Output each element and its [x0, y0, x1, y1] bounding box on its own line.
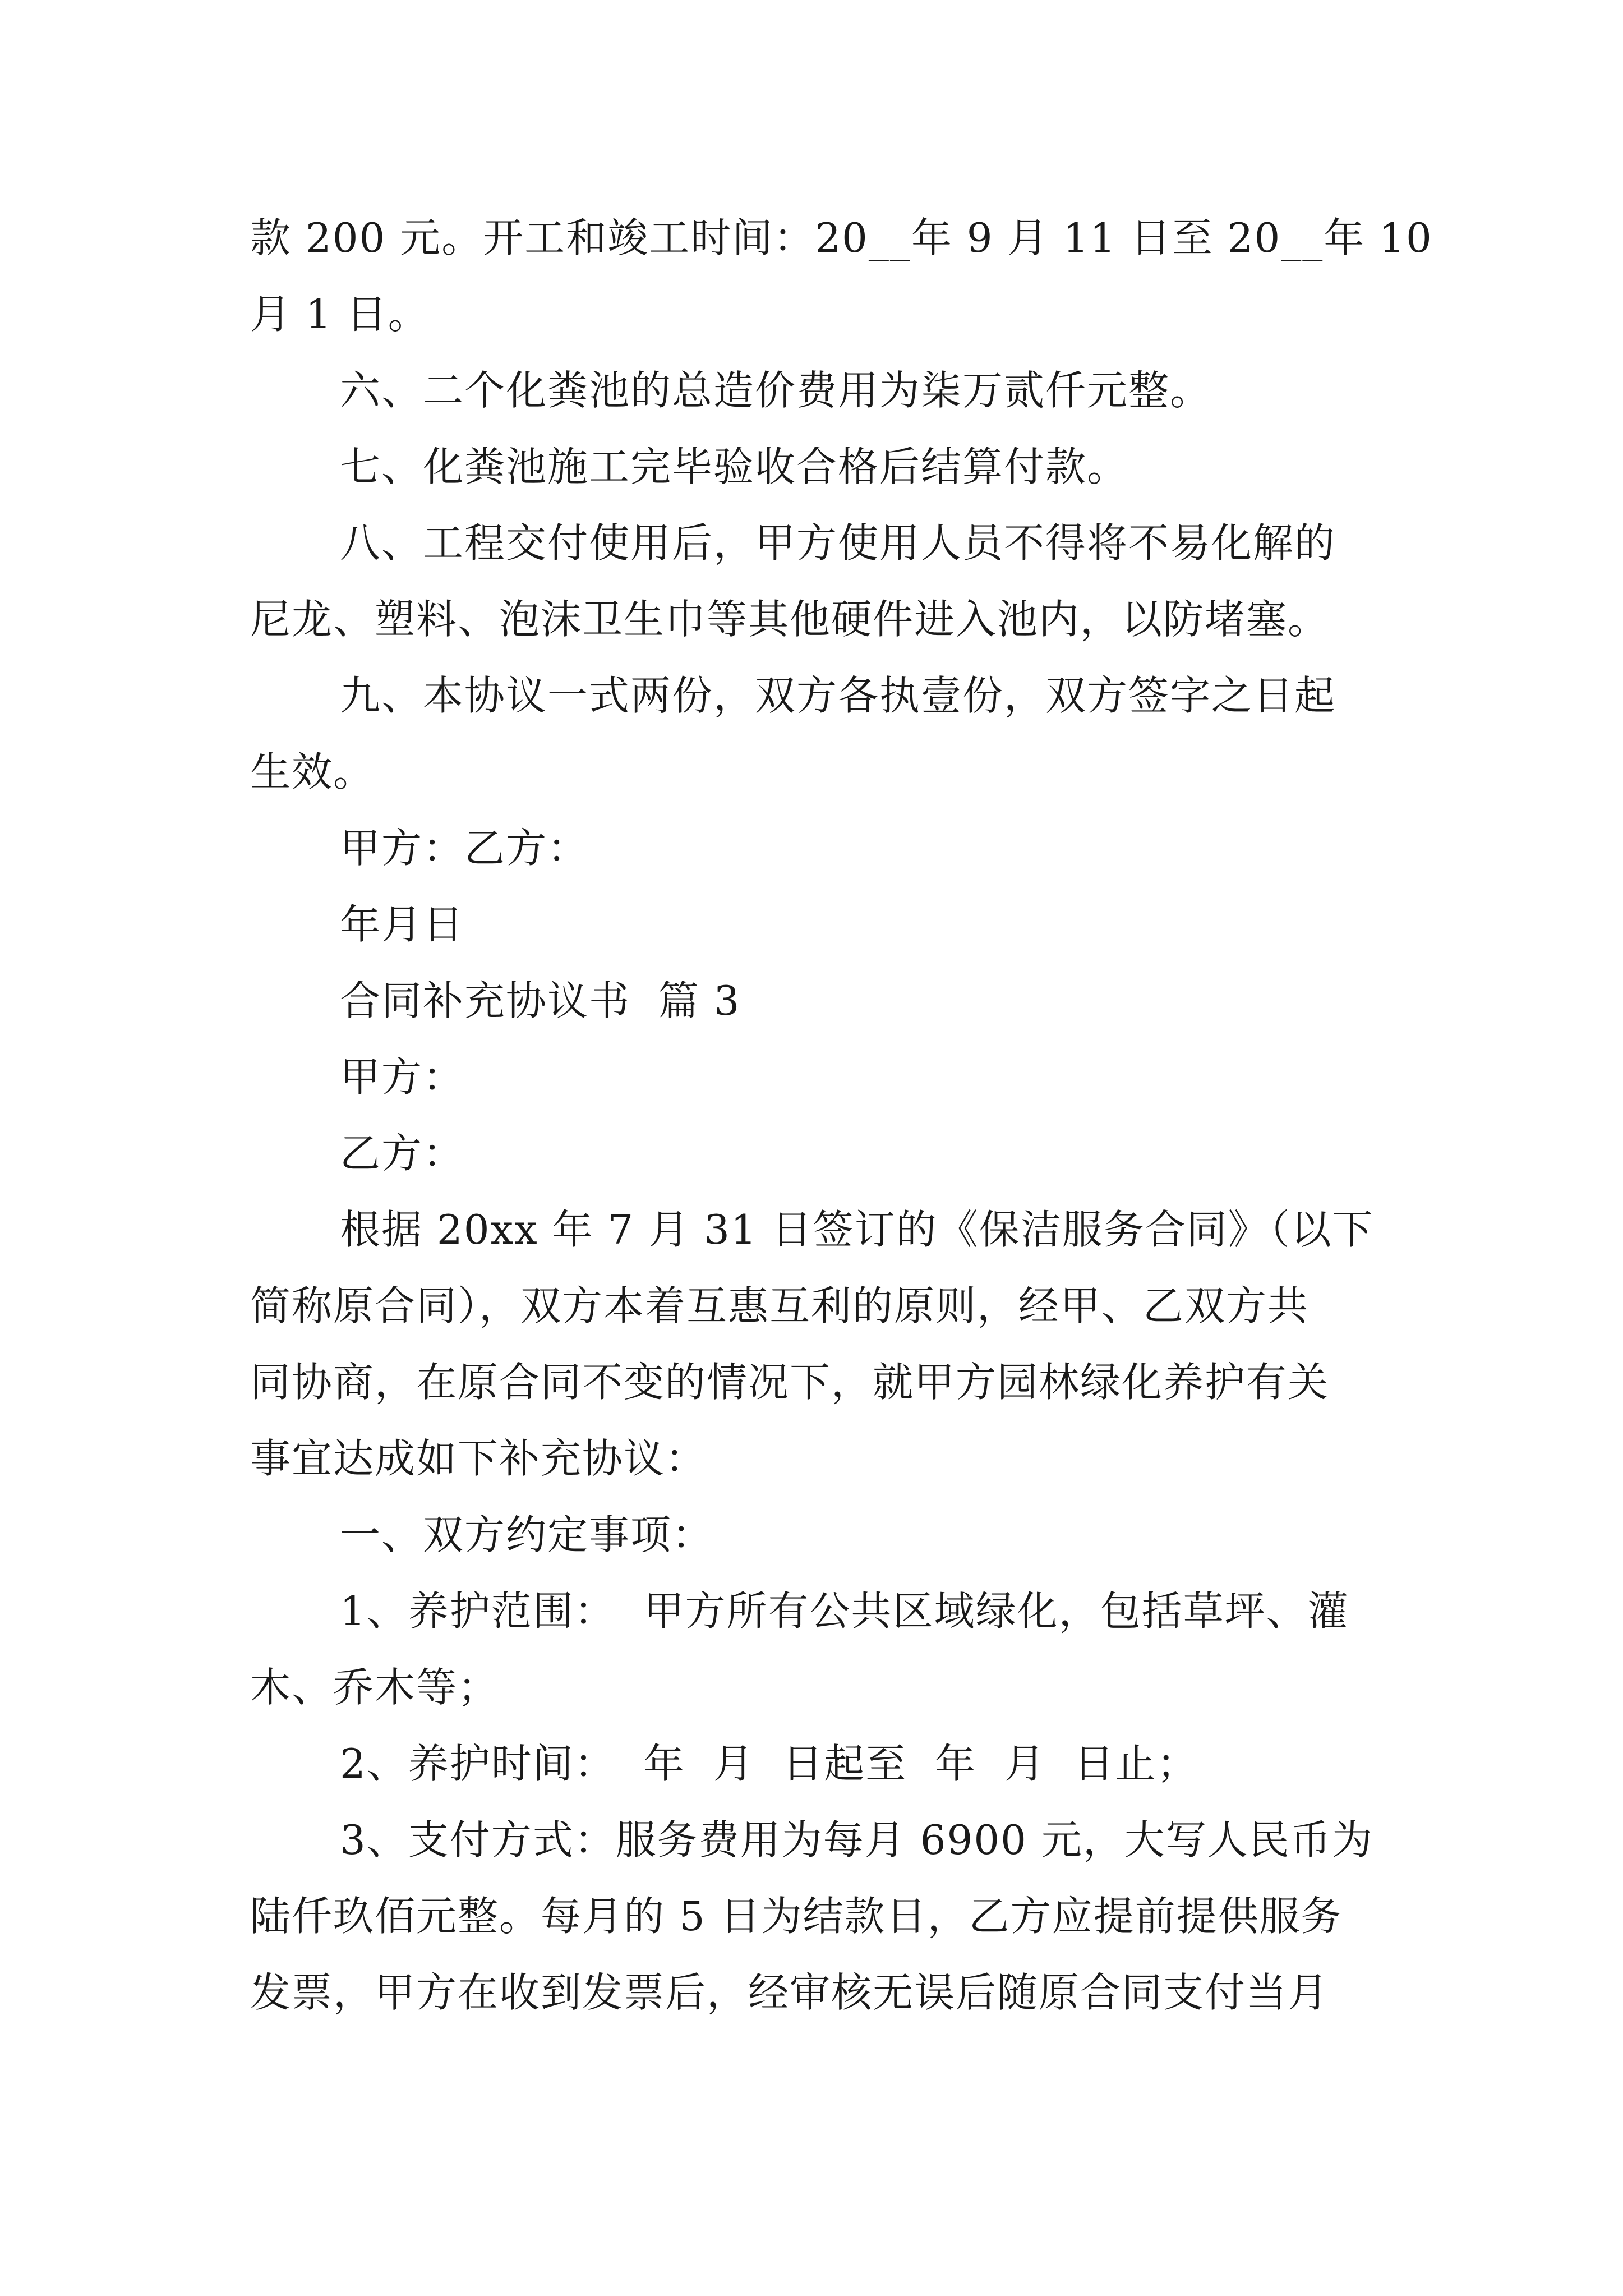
signature-parties: 甲方：乙方： — [340, 825, 589, 872]
text-line: 同协商，在原合同不变的情况下，就甲方园林绿化养护有关 — [250, 1359, 1330, 1406]
text-line: 木、乔木等； — [250, 1664, 500, 1711]
clause-seven: 七、化粪池施工完毕验收合格后结算付款。 — [340, 443, 1129, 490]
agreed-items-heading: 一、双方约定事项： — [340, 1511, 714, 1558]
clause-six: 六、二个化粪池的总造价费用为柒万贰仟元整。 — [340, 367, 1212, 414]
text-line: 事宜达成如下补充协议： — [250, 1435, 707, 1482]
item-scope: 1、养护范围： 甲方所有公共区域绿化，包括草坪、灌 — [340, 1588, 1349, 1635]
clause-eight: 八、工程交付使用后，甲方使用人员不得将不易化解的 — [340, 519, 1336, 567]
preamble-paragraph: 根据 20xx 年 7 月 31 日签订的《保洁服务合同》（以下 — [340, 1206, 1374, 1253]
item-period: 2、养护时间： 年 月 日起至 年 月 日止； — [340, 1740, 1198, 1787]
text-line: 款 200 元。开工和竣工时间：20__年 9 月 11 日至 20__年 10 — [250, 214, 1433, 261]
text-line: 简称原合同），双方本着互惠互利的原则，经甲、乙双方共 — [250, 1282, 1310, 1329]
text-line: 陆仟玖佰元整。每月的 5 日为结款日，乙方应提前提供服务 — [250, 1893, 1343, 1940]
text-line: 生效。 — [250, 748, 375, 795]
party-b-label: 乙方： — [340, 1130, 465, 1177]
text-line: 月 1 日。 — [250, 291, 430, 338]
text-line: 发票，甲方在收到发票后，经审核无误后随原合同支付当月 — [250, 1969, 1330, 2016]
document-body — [250, 200, 1433, 2031]
text-line: 尼龙、塑料、泡沫卫生巾等其他硬件进入池内，以防堵塞。 — [250, 596, 1330, 643]
section-heading: 合同补充协议书 篇 3 — [340, 977, 741, 1024]
clause-nine: 九、本协议一式两份，双方各执壹份，双方签字之日起 — [340, 672, 1336, 719]
item-payment: 3、支付方式：服务费用为每月 6900 元，大写人民币为 — [340, 1816, 1373, 1864]
signature-date: 年月日 — [340, 901, 465, 948]
party-a-label: 甲方： — [340, 1053, 465, 1101]
